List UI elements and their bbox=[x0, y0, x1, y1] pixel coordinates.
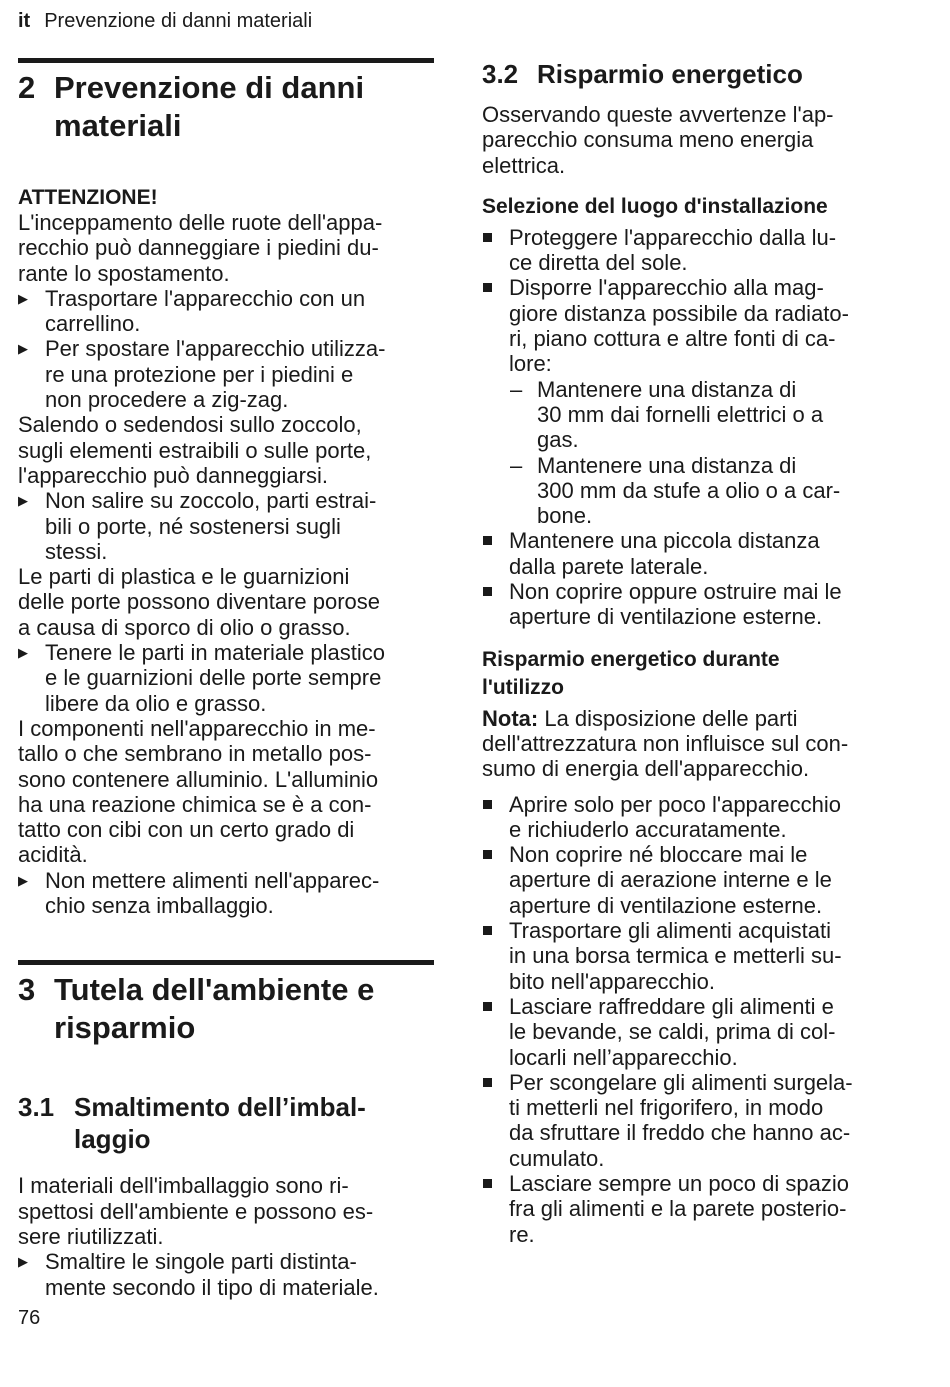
square-bullet-icon bbox=[483, 233, 492, 242]
bullet-item: Lasciare raffreddare gli alimenti e le bevande, se caldi, prima di col- locarli nell’apparecchio. bbox=[482, 994, 900, 1070]
note-label: Nota: bbox=[482, 705, 539, 731]
section-number: 3 bbox=[18, 972, 36, 1008]
heading-line: Risparmio energetico bbox=[537, 59, 803, 89]
triangle-bullet-icon: ▶ bbox=[18, 290, 28, 306]
section-number: 3.1 bbox=[18, 1092, 55, 1123]
subheading-usage: Risparmio energetico durante l'utilizzo bbox=[482, 647, 780, 699]
bullet-item: Non coprire né bloccare mai le aperture di aerazione interne e le aperture di ventilazione esterne. bbox=[482, 842, 900, 918]
step-item: ▶ Per spostare l'apparecchio utilizza- re una protezione per i piedini e non procedere a zig-zag. bbox=[18, 336, 386, 413]
right-column bbox=[482, 58, 900, 1247]
heading-line: materiali bbox=[54, 108, 182, 143]
paragraph: Salendo o sedendosi sullo zoccolo, sugli elementi estraibili o sulle porte, l'apparecchio può danneggiarsi. bbox=[18, 412, 372, 488]
bullet-item: Non coprire oppure ostruire mai le aperture di ventilazione esterne. bbox=[482, 579, 900, 630]
heading-line: Tutela dell'ambiente e bbox=[54, 972, 375, 1008]
section-3-heading bbox=[18, 960, 434, 1047]
dash-bullet-icon: – bbox=[510, 452, 523, 478]
paragraph: Osservando queste avvertenze l'ap- parecchio consuma meno energia elettrica. bbox=[482, 102, 834, 178]
square-bullet-icon bbox=[483, 926, 492, 935]
heading-line: laggio bbox=[74, 1124, 151, 1155]
left-column bbox=[18, 58, 434, 1300]
dash-bullet-icon: – bbox=[510, 376, 523, 402]
subheading-installation: Selezione del luogo d'installazione bbox=[482, 194, 828, 218]
square-bullet-icon bbox=[483, 1179, 492, 1188]
square-bullet-icon bbox=[483, 1002, 492, 1011]
dash-item: – Mantenere una distanza di 300 mm da stufe a olio o a car- bone. bbox=[510, 452, 841, 529]
paragraph: I materiali dell'imballaggio sono ri- spettosi dell'ambiente e possono es- sere riutilizzati. bbox=[18, 1173, 374, 1249]
step-item: ▶ Trasportare l'apparecchio con un carrellino. bbox=[18, 285, 366, 337]
triangle-bullet-icon: ▶ bbox=[18, 1254, 28, 1270]
step-item: ▶ Smaltire le singole parti distinta- mente secondo il tipo di materiale. bbox=[18, 1249, 379, 1300]
square-bullet-icon bbox=[483, 536, 492, 545]
heading-line: Smaltimento dell’imbal- bbox=[74, 1092, 366, 1123]
section-number: 3.2 bbox=[482, 59, 519, 89]
bullet-item: Lasciare sempre un poco di spazio fra gli alimenti e la parete posterio- re. bbox=[482, 1171, 900, 1247]
header-title: Prevenzione di danni materiali bbox=[44, 10, 313, 32]
warning-label: ATTENZIONE! bbox=[18, 186, 158, 209]
step-item: ▶ Non mettere alimenti nell'apparec- chio senza imballaggio. bbox=[18, 867, 380, 919]
paragraph: L'inceppamento delle ruote dell'appa- recchio può danneggiare i piedini du- rante lo spostamento. bbox=[18, 210, 383, 286]
bullet-item: Per scongelare gli alimenti surgela- ti metterli nel frigorifero, in modo da sfruttare il freddo che hanno ac- cumulato. bbox=[482, 1070, 900, 1171]
paragraph: Le parti di plastica e le guarnizioni delle porte possono diventare porose a causa di sporco di olio o grasso. bbox=[18, 564, 381, 640]
bullet-item: Proteggere l'apparecchio dalla lu- ce diretta del sole. bbox=[482, 225, 900, 276]
running-header bbox=[18, 8, 312, 34]
square-bullet-icon bbox=[483, 850, 492, 859]
section-3-2-heading bbox=[482, 58, 900, 90]
section-3-1-heading bbox=[18, 1091, 434, 1155]
paragraph: I componenti nell'apparecchio in me- tallo o che sembrano in metallo pos- sono contenere alluminio. L'alluminio ha una reazione chimica se è a con- tatto con cibi con un certo grado di acidità. bbox=[18, 715, 379, 868]
page-number: 76 bbox=[18, 1307, 41, 1329]
dash-item: – Mantenere una distanza di 30 mm dai fornelli elettrici o a gas. bbox=[510, 376, 824, 453]
square-bullet-icon bbox=[483, 283, 492, 292]
bullet-item: Trasportare gli alimenti acquistati in una borsa termica e metterli su- bito nell'apparecchio. bbox=[482, 918, 900, 994]
square-bullet-icon bbox=[483, 800, 492, 809]
section-2-heading bbox=[18, 58, 434, 145]
step-item: ▶ Tenere le parti in materiale plastico e le guarnizioni delle porte sempre libere da olio e grasso. bbox=[18, 640, 385, 716]
bullet-item: Aprire solo per poco l'apparecchio e richiuderlo accuratamente. bbox=[482, 792, 900, 843]
triangle-bullet-icon: ▶ bbox=[18, 493, 28, 509]
language-code: it bbox=[18, 10, 31, 32]
bullet-item: Disporre l'apparecchio alla mag- giore distanza possibile da radiato- ri, piano cottura e altre fonti di ca- lore: bbox=[482, 275, 900, 376]
bullet-item: Mantenere una piccola distanza dalla parete laterale. bbox=[482, 528, 900, 579]
heading-line: Prevenzione di danni bbox=[54, 70, 365, 105]
section-number: 2 bbox=[18, 70, 36, 105]
square-bullet-icon bbox=[483, 1078, 492, 1087]
triangle-bullet-icon: ▶ bbox=[18, 645, 28, 661]
note-paragraph: Nota: La disposizione delle parti dell'attrezzatura non influisce sul con- sumo di energia dell'apparecchio. bbox=[482, 705, 849, 782]
square-bullet-icon bbox=[483, 587, 492, 596]
heading-line: risparmio bbox=[54, 1010, 196, 1046]
triangle-bullet-icon: ▶ bbox=[18, 872, 28, 888]
triangle-bullet-icon: ▶ bbox=[18, 341, 28, 357]
step-item: ▶ Non salire su zoccolo, parti estrai- bili o porte, né sostenersi sugli stessi. bbox=[18, 488, 377, 564]
